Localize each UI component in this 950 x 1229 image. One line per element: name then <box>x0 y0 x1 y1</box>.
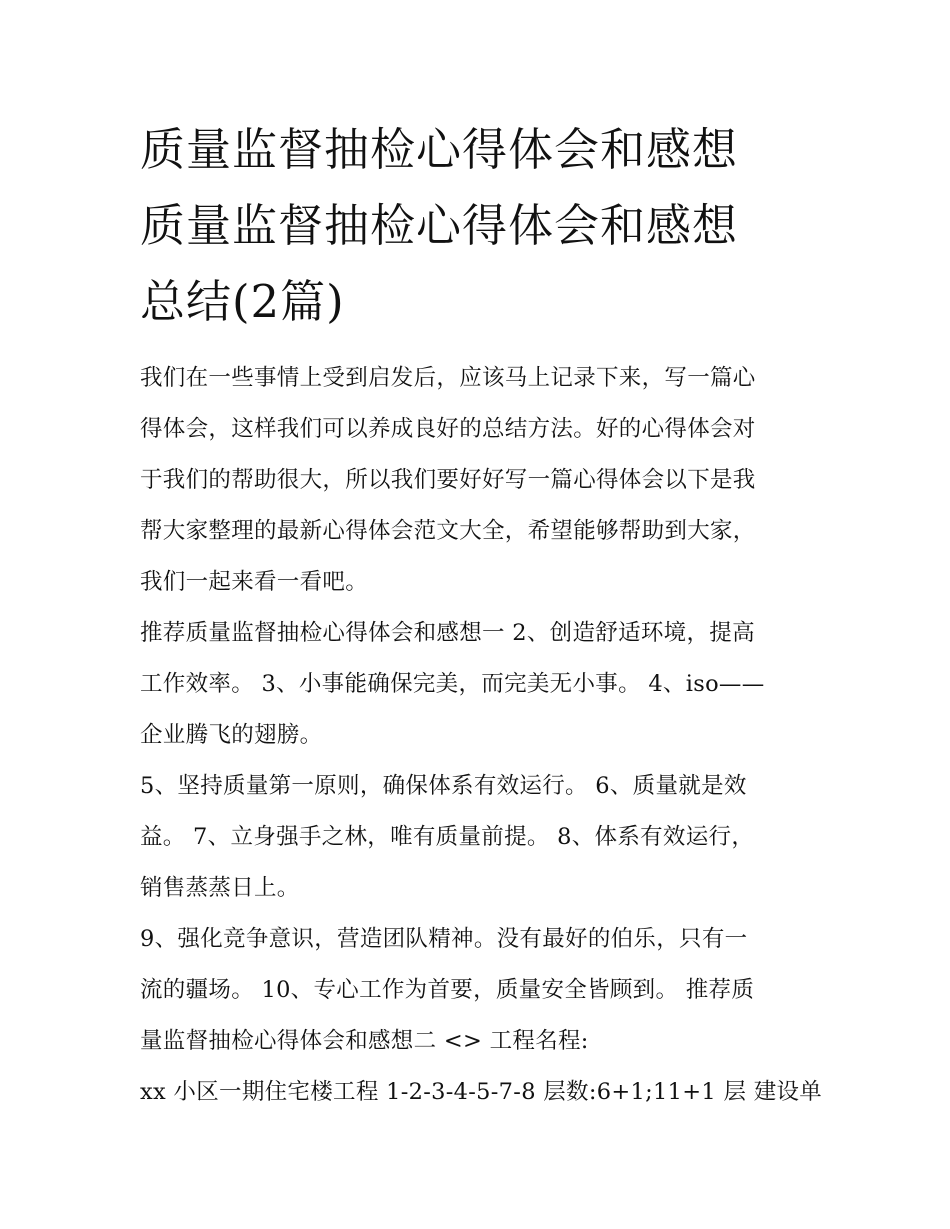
paragraph-intro <box>140 353 830 608</box>
text-line: 益。 7、立身强手之林，唯有质量前提。 8、体系有效运行， <box>140 824 755 850</box>
text-line: 9、强化竞争意识，营造团队精神。没有最好的伯乐，只有一 <box>140 926 748 952</box>
text-line: 流的疆场。 10、专心工作为首要，质量安全皆顾到。 推荐质 <box>140 977 755 1003</box>
text-line: 我们一起来看一看吧。 <box>140 569 369 595</box>
document-body <box>140 353 830 1118</box>
paragraph-slogans-2 <box>140 761 830 914</box>
text-line: xx 小区一期住宅楼工程 1-2-3-4-5-7-8 层数:6+1;11+1 层 建设单 <box>140 1079 823 1105</box>
text-line: 得体会，这样我们可以养成良好的总结方法。好的心得体会对 <box>140 416 756 442</box>
text-line: 5、坚持质量第一原则，确保体系有效运行。 6、质量就是效 <box>140 773 747 799</box>
title-line: 总结(2篇) <box>140 275 345 328</box>
text-line: 销售蒸蒸日上。 <box>140 875 300 901</box>
text-line: 帮大家整理的最新心得体会范文大全，希望能够帮助到大家， <box>140 518 756 544</box>
title-line: 质量监督抽检心得体会和感想 <box>140 199 739 252</box>
text-line: 我们在一些事情上受到启发后，应该马上记录下来，写一篇心 <box>140 365 756 391</box>
paragraph-slogans-1 <box>140 608 830 761</box>
title-line: 质量监督抽检心得体会和感想 <box>140 123 739 176</box>
text-line: 推荐质量监督抽检心得体会和感想一 2、创造舒适环境，提高 <box>140 620 755 646</box>
text-line: 企业腾飞的翅膀。 <box>140 722 323 748</box>
text-line: 工作效率。 3、小事能确保完美，而完美无小事。 4、iso—— <box>140 671 765 697</box>
document-title <box>140 112 820 340</box>
text-line: 于我们的帮助很大，所以我们要好好写一篇心得体会以下是我 <box>140 467 756 493</box>
paragraph-project-info <box>140 1067 830 1118</box>
text-line: 量监督抽检心得体会和感想二 <> 工程名程: <box>140 1028 589 1054</box>
paragraph-slogans-3 <box>140 914 830 1067</box>
